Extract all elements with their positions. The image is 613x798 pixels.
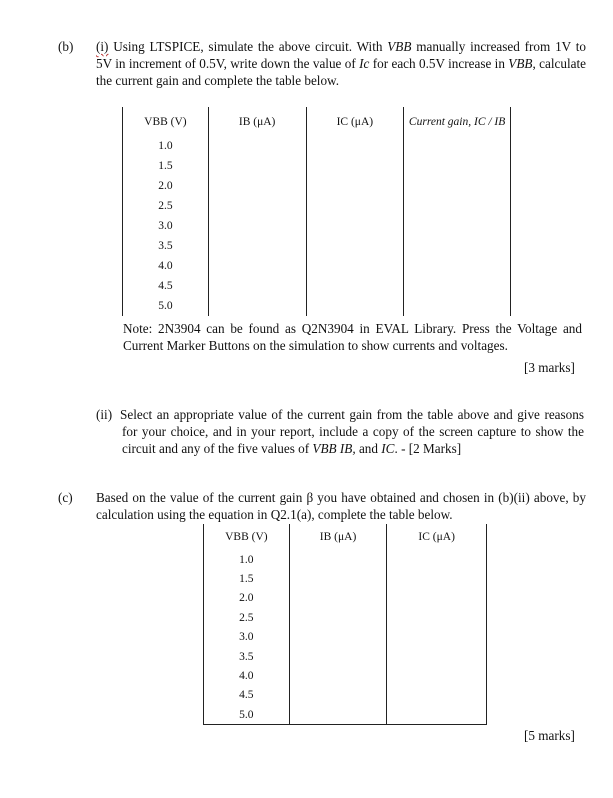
vbb-value: 4.5 <box>204 686 290 705</box>
header-current-gain: Current gain, IC / IB <box>404 107 511 136</box>
gain-cell <box>404 136 511 156</box>
part-b-label: (b) <box>58 39 74 54</box>
vbb-value: 3.5 <box>123 236 209 256</box>
ib-cell <box>208 276 306 296</box>
header-ib: IB (μA) <box>289 524 387 550</box>
vbb-value: 4.0 <box>123 256 209 276</box>
vbb-value: 5.0 <box>123 296 209 316</box>
vbb-value: 1.5 <box>123 156 209 176</box>
question-text: , calculate the current gain and complete the table below. <box>96 56 586 88</box>
ib-cell <box>289 705 387 724</box>
gain-cell <box>404 256 511 276</box>
ic-cell <box>306 156 404 176</box>
ic-cell <box>387 608 487 627</box>
ic-cell <box>387 569 487 588</box>
gain-cell <box>404 276 511 296</box>
results-table-b <box>122 107 511 316</box>
gain-cell <box>404 156 511 176</box>
ic-cell <box>387 589 487 608</box>
ib-cell <box>289 628 387 647</box>
question-text: for each 0.5V increase in <box>369 56 509 71</box>
ic-cell <box>306 236 404 256</box>
part-c-label: (c) <box>58 490 73 505</box>
ic-cell <box>387 666 487 685</box>
header-ib: IB (μA) <box>208 107 306 136</box>
question-c-text: Based on the value of the current gain β you have obtained and chosen in (b)(ii) above, by calculation using the equation in Q2.1(a), complete the table below. <box>96 490 586 522</box>
ic-cell <box>387 628 487 647</box>
ic-cell <box>387 686 487 705</box>
ib-cell <box>289 589 387 608</box>
vbb-value: 1.0 <box>204 550 290 569</box>
question-text: Select an appropriate value of the current gain from the table above and give reasons for your choice, and in your report, include a copy of the screen capture to show the circuit and any of the five values of <box>120 407 584 456</box>
vbb-value: 1.0 <box>123 136 209 156</box>
ib-cell <box>208 216 306 236</box>
ic-cell <box>306 136 404 156</box>
question-b-ii-text <box>122 406 584 457</box>
header-ic: IC (μA) <box>387 524 487 550</box>
vbb-value: 4.5 <box>123 276 209 296</box>
ib-cell <box>208 176 306 196</box>
ib-cell <box>289 647 387 666</box>
ic-cell <box>306 296 404 316</box>
ib-cell <box>289 686 387 705</box>
ib-cell <box>208 236 306 256</box>
gain-cell <box>404 176 511 196</box>
var-vbb: VBB <box>387 39 412 54</box>
vbb-value: 2.0 <box>123 176 209 196</box>
vbb-value: 5.0 <box>204 705 290 724</box>
gain-cell <box>404 216 511 236</box>
header-vbb: VBB (V) <box>123 107 209 136</box>
gain-cell <box>404 296 511 316</box>
ic-cell <box>306 196 404 216</box>
results-table-c <box>203 524 487 725</box>
question-text: . - [2 Marks] <box>394 441 462 456</box>
ic-cell <box>306 176 404 196</box>
header-vbb: VBB (V) <box>204 524 290 550</box>
vbb-value: 3.5 <box>204 647 290 666</box>
ib-cell <box>289 550 387 569</box>
ib-cell <box>208 256 306 276</box>
vbb-value: 2.5 <box>204 608 290 627</box>
header-ic: IC (μA) <box>306 107 404 136</box>
question-b-ii-number: (ii) <box>96 407 113 422</box>
question-text: manually increased from 1V to 5V in increment of 0.5V, write down the value of <box>96 39 586 71</box>
var-vbb-ib: VBB IB, <box>312 441 356 456</box>
ic-cell <box>387 550 487 569</box>
ib-cell <box>289 569 387 588</box>
ib-cell <box>289 666 387 685</box>
marks-c: [5 marks] <box>524 728 575 743</box>
ib-cell <box>289 608 387 627</box>
var-ic: Ic <box>359 56 370 71</box>
vbb-value: 4.0 <box>204 666 290 685</box>
gain-cell <box>404 196 511 216</box>
vbb-value: 3.0 <box>123 216 209 236</box>
var-vbb: VBB <box>508 56 533 71</box>
question-text: Using LTSPICE, simulate the above circuit. With <box>108 39 388 54</box>
note-text: Note: 2N3904 can be found as Q2N3904 in EVAL Library. Press the Voltage and Current Marker Buttons on the simulation to show currents and voltages. <box>123 321 582 353</box>
ic-cell <box>387 647 487 666</box>
gain-cell <box>404 236 511 256</box>
vbb-value: 1.5 <box>204 569 290 588</box>
vbb-value: 2.0 <box>204 589 290 608</box>
question-number: (i) <box>96 39 109 54</box>
vbb-value: 3.0 <box>204 628 290 647</box>
ib-cell <box>208 196 306 216</box>
var-ic: IC <box>381 441 395 456</box>
ib-cell <box>208 296 306 316</box>
question-b-i-text <box>96 38 586 89</box>
ic-cell <box>387 705 487 724</box>
ic-cell <box>306 216 404 236</box>
question-text: and <box>355 441 382 456</box>
marks-b-i: [3 marks] <box>524 360 575 375</box>
ic-cell <box>306 256 404 276</box>
ic-cell <box>306 276 404 296</box>
ib-cell <box>208 156 306 176</box>
vbb-value: 2.5 <box>123 196 209 216</box>
ib-cell <box>208 136 306 156</box>
